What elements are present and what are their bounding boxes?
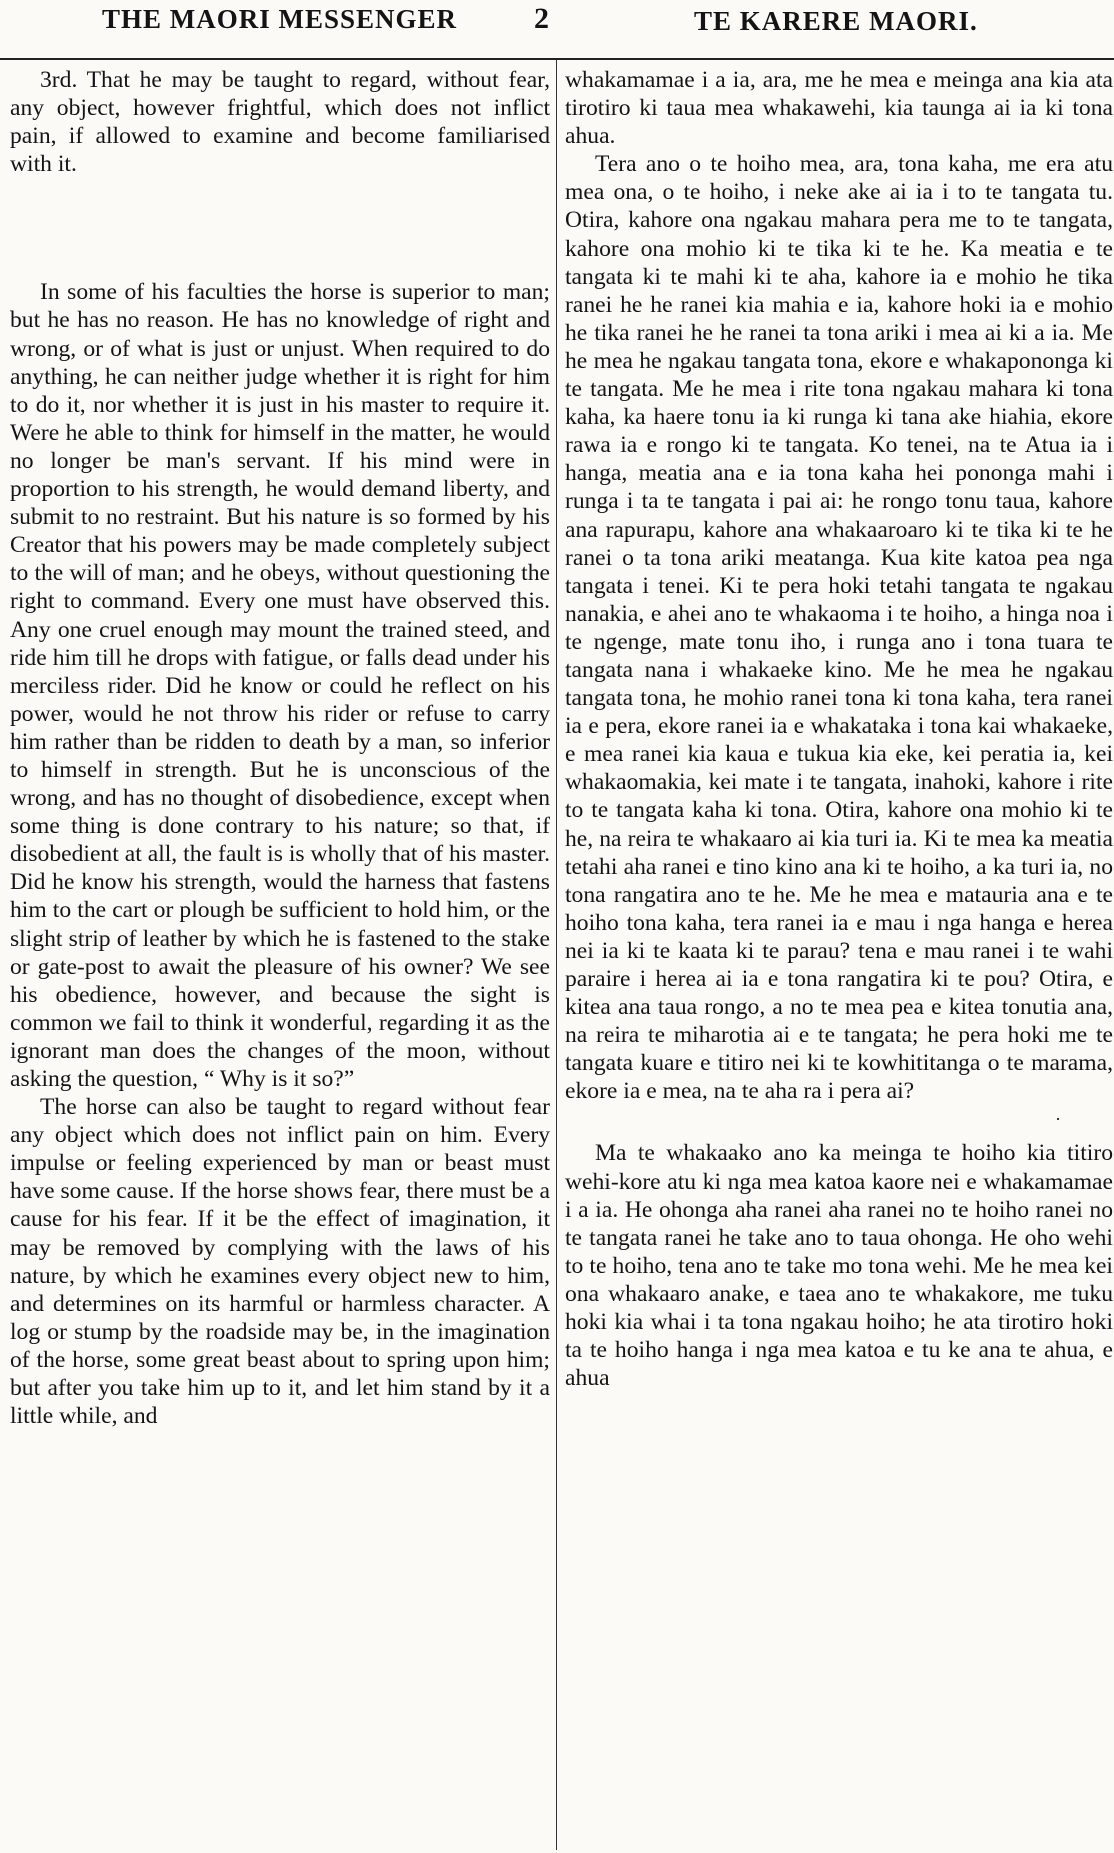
column-divider [556, 60, 557, 1850]
paragraph-third-point: 3rd. That he may be taught to regard, without fear, any object, however frightful, which does not inflict pain, if allowed to examine and become familiarised with it. [10, 67, 550, 178]
paragraph-taught: The horse can also be taught to regard without fear any object which does not inflict pain on him. Every impulse or feeling experienced by man or beast must have some cause. If the horse shows fear, there must be a cause for his fear. If it be the effect of imagination, it may be removed by complying with the laws of his nature, by which he examines every object new to him, and determines on its harmful or harmless character. A log or stump by the roadside may be, in the imagination of the horse, some great beast about to spring upon him; but after you take him up to it, and let him stand by it a little while, and [10, 1094, 550, 1430]
maori-column [565, 66, 1113, 1846]
page-header [0, 0, 1114, 60]
paragraph-faculties: In some of his faculties the horse is superior to man; but he has no reason. He has no knowledge of right and wrong, or of what is just or unjust. When required to do anything, he can neither judge whether it is right for him to do it, nor whether it is just in his master to require it. Were he able to think for himself in the matter, he would no longer be man's servant. If his mind were in proportion to his strength, he would demand liberty, and submit to no restraint. But his nature is so formed by his Creator that his powers may be made completely subject to the will of man; and he obeys, without questioning the right to command. Every one must have observed this. Any one cruel enough may mount the trained steed, and ride him till he drops with fatigue, or falls dead under his merciless rider. Did he know or could he reflect on his power, would he not throw his rider or refuse to carry him rather than be ridden to death by a man, so inferior to himself in strength. But he is unconscious of the wrong, and has no thought of disobedience, except when some thing is done contrary to his nature; so that, if disobedient at all, the fault is is wholly that of his master. Did he know his strength, would the harness that fastens him to the cart or plough be sufficient to hold him, or the slight strip of leather by which he is fastened to the stake or gate-post to await the pleasure of his owner? We see his obedience, however, and because the sight is common we fail to think it wonderful, regarding it as the ignorant man does the changes of the moon, without asking the question, “ Why is it so?” [10, 279, 550, 1092]
column-gap [10, 178, 550, 278]
paragraph-whakaako: Ma te whakaako ano ka meinga te hoiho kia titiro wehi-kore atu ki nga mea katoa kaore nei e whakamamae i a ia. He ohonga aha ranei aha ranei no te hoiho ranei no te tangata ranei he take ano to taua ohonga. He oho wehi to te hoiho, tena ano te take mo tona wehi. Me he mea kei ona whakaaro anake, e taea ano te whakakore, me tuku hoki kia whai i ta tona ngakau hoiho; he ata tirotiro hoki ta te hoiho hanga i nga mea katoa e tu ke ana te ahua, e ahua [565, 1140, 1113, 1392]
maori-title: TE KARERE MAORI. [694, 6, 978, 36]
separator-mark: · [1055, 1109, 1061, 1130]
english-title: THE MAORI MESSENGER [102, 4, 458, 34]
page-number: 2 [534, 2, 549, 35]
english-column [10, 66, 550, 1846]
paragraph-tera: Tera ano o te hoiho mea, ara, tona kaha, me era atu mea ona, o te hoiho, i neke ake ai ia i to te tangata tu. Otira, kahore ona ngakau mahara pera me to te tangata, kahore ona mohio ki te tika ki te he. Ka meatia e te tangata ki te mahi ki te aha, kahore ia e mohio he tika ranei he he ranei kia mahia e ia, kahore hoki ia e mohio he tika ranei he he ranei ta tona ariki i mea ai ki a ia. Me he mea he ngakau tangata tona, ekore e whakapononga ki te tangata. Me he mea i rite tona ngakau mahara ki tona kaha, ka haere tonu ia ki runga ki tana ake hiahia, ekore rawa ia e rongo ki te tangata. Ko tenei, na te Atua ia i hanga, meatia ana e ia tona kaha hei pononga mahi i runga i ta te tangata i pai ai: he rongo tonu taua, kahore ana rapurapu, kahore ana whakaaroaro ki te tika ki te he ranei o ta tona ariki meatanga. Kua kite katoa pea nga tangata i tenei. Ki te pera hoki tetahi tangata te ngakau nanakia, e ahei ano te whakaoma i te hoiho, a hinga noa i te ngenge, mate tonu iho, i runga ano i tona tuara te tangata nana i whakaeke kino. Me he mea he ngakau tangata tona, he mohio ranei tona ki tona kaha, tera ranei ia e pera, ekore ranei ia e whakataka i tona kai whakaeke, e mea ranei kia kaua e tukua kia eke, kei peratia ia, kei whakaomakia, kei mate i te tangata, inahoki, kahore i rite to te tangata kaha ki tona. Otira, kahore ona mohio ki te he, na reira te whakaaro ai kia turi ia. Ki te mea ka meatia tetahi aha ranei e tino kino ana ki te hoiho, a ka turi ia, no tona rangatira ano te he. Me he mea e matauria ana e te hoiho tona kaha, tera ranei ia e mau i nga hanga e herea nei ia ki te kaata ki te parau? tena e mau ranei i te wahi paraire i herea ai ia e tona rangatira ki te pou? Otira, e kitea ana taua rongo, a no te mea pea e kitea tonutia ana, na reira te miharotia ai e te tangata; he pera hoki me te tangata kuare e titiro nei ki te kowhititanga o te marama, ekore ia e mea, na te aha ra i pera ai? [565, 151, 1113, 1105]
paragraph-continuation: whakamamae i a ia, ara, me he mea e meinga ana kia ata tirotiro ki taua mea whakawehi, kia taunga ai ia ki tona ahua. [565, 67, 1113, 150]
section-separator [565, 1105, 1113, 1139]
